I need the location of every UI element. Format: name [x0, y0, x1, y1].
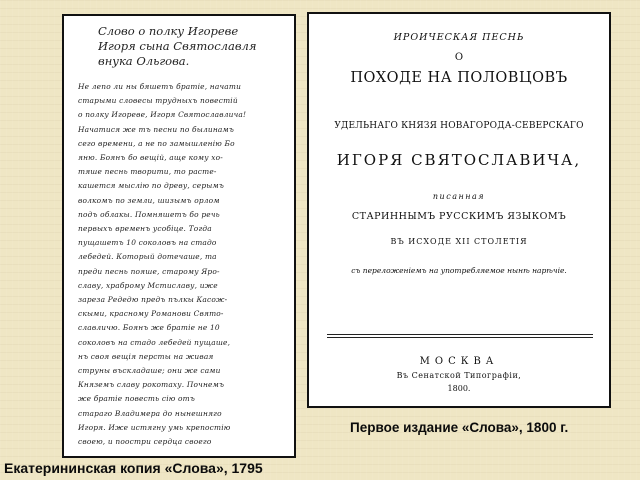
manuscript-line: Не лепо ли ны бяшетъ братiе, начати: [78, 82, 242, 91]
manuscript-title-line: Слово о полку Игореве: [98, 24, 239, 38]
manuscript-line: пущашетъ 10 соколовъ на стадо: [78, 238, 217, 248]
manuscript-line: преди песнь пояше, старому Яро-: [78, 266, 220, 276]
manuscript-line: первыхъ временъ усобiце. Тогда: [78, 224, 212, 233]
manuscript-page: [62, 14, 296, 458]
manuscript-line: же братiе повесть сiю отъ: [78, 394, 196, 404]
print-line-written: писанная: [432, 192, 486, 201]
manuscript-line: о полку Игореве, Игоря Святославлича!: [78, 110, 247, 120]
manuscript-line: зареза Редедю предъ пълкы Касож-: [78, 295, 228, 304]
manuscript-line: лебедей. Который дотечаше, та: [78, 252, 217, 262]
print-line-language: СТАРИННЫМЪ РУССКИМЪ ЯЗЫКОМЪ: [351, 211, 567, 222]
manuscript-line: скыми, красному Романови Свято-: [78, 309, 224, 319]
divider-rule: [327, 334, 593, 335]
manuscript-line: стараго Владимера до нынешняго: [78, 408, 222, 418]
manuscript-line: соколовъ на стадо лебедей пущаше,: [78, 337, 231, 347]
manuscript-line: струны въскладаше; они же сами: [78, 366, 221, 375]
print-line-prince: УДЕЛЬНАГО КНЯЗЯ НОВАГОРОДА-СЕВЕРСКАГО: [334, 121, 584, 131]
print-line-o: О: [454, 52, 464, 63]
manuscript-line: славличю. Боянъ же братiе не 10: [78, 323, 220, 333]
manuscript-line: Начатися же тъ песни по былинамъ: [78, 124, 234, 134]
manuscript-title-line: внука Ольгова.: [98, 54, 190, 68]
caption-first-edition: Первое издание «Слова», 1800 г.: [350, 420, 569, 435]
manuscript-line: кашется мыслiю по древу, серымъ: [78, 181, 224, 191]
print-line-campaign: ПОХОДЕ НА ПОЛОВЦОВЪ: [350, 70, 568, 86]
manuscript-line: тяше песнь творити, то расте-: [78, 167, 217, 177]
manuscript-line: своею, и поостри сердца своего: [78, 437, 212, 446]
print-line-translation: съ переложенiемъ на употребляемое нынѣ нарѣчiе.: [351, 266, 567, 275]
divider-rule: [327, 337, 593, 338]
manuscript-line: Княземъ славу рокотаху. Почнемъ: [78, 380, 225, 390]
manuscript-line: славу, храброму Мстиславу, иже: [78, 280, 218, 290]
print-line-city: МОСКВА: [419, 356, 499, 367]
print-line-heroic-song: ИРОИЧЕСКАЯ ПЕСНЬ: [393, 32, 525, 43]
print-line-press: Въ Сенатской Типографiи,: [396, 371, 522, 380]
printed-title-page: [307, 12, 611, 408]
manuscript-title-line: Игоря сына Святославля: [98, 39, 257, 53]
caption-catherine-copy: Екатерининская копия «Слова», 1795: [4, 460, 263, 476]
print-line-century: ВЪ ИСХОДЕ XII СТОЛЕТIЯ: [390, 237, 528, 246]
manuscript-line: нъ своя вещiя персты на живая: [78, 351, 214, 361]
manuscript-line: волкомъ по земли, шизымъ орлом: [78, 195, 220, 205]
print-line-igor: ИГОРЯ СВЯТОСЛАВИЧА,: [336, 151, 582, 169]
manuscript-line: подъ облакы. Помняшетъ бо речь: [78, 209, 220, 219]
manuscript-line: яню. Боянъ бо вещiй, аще кому хо-: [78, 153, 223, 162]
manuscript-line: старыми словесы трудныхъ повестiй: [78, 96, 238, 106]
print-line-year: 1800.: [447, 384, 471, 393]
manuscript-line: Игоря. Иже истягну умь крепостiю: [78, 422, 231, 432]
manuscript-line: сего времени, а не по замышленiю Бо: [78, 138, 235, 148]
